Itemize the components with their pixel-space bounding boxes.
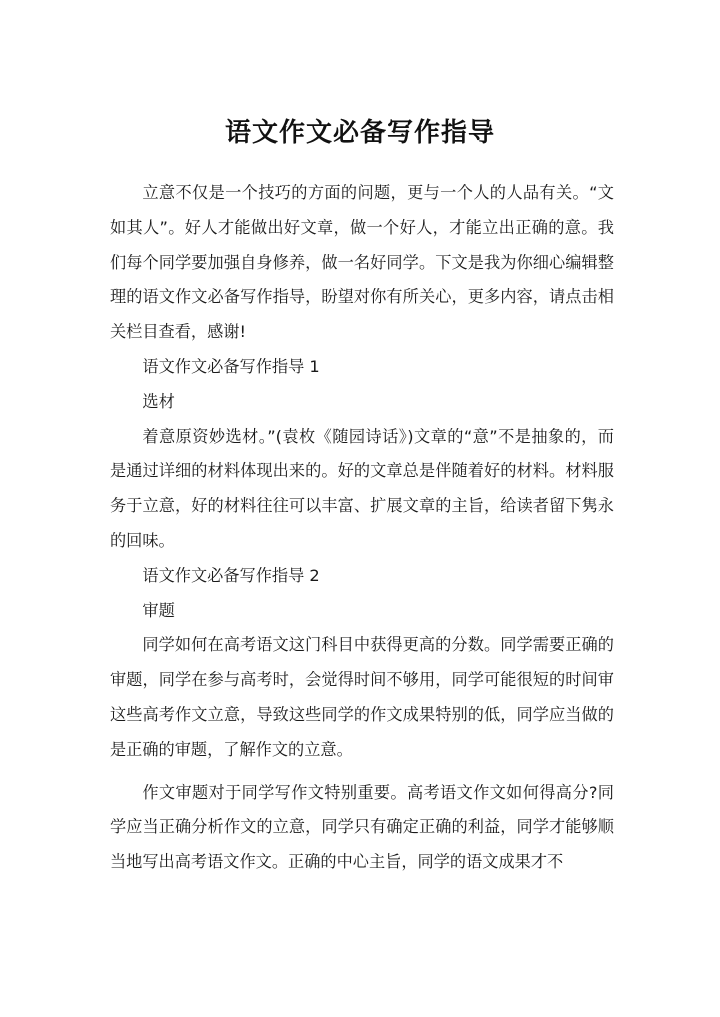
material-selection-paragraph: 着意原资妙选材。”(袁枚《随园诗话》)文章的“意”不是抽象的，而是通过详细的材料体现出来的。好的文章总是伴随着好的材料。材料服务于立意，好的材料往往可以丰富、扩展文章的主旨，给读者留下隽永的回味。 [110,426,614,550]
document-title: 语文作文必备写作指导 [224,118,495,148]
intro-paragraph: 立意不仅是一个技巧的方面的问题，更与一个人的人品有关。“文如其人”。好人才能做出好文章，做一个好人，才能立出正确的意。我们每个同学要加强自身修养，做一名好同学。下文是我为你细心编辑整理的语文作文必备写作指导，盼望对你有所关心，更多内容，请点击相关栏目查看，感谢! [110,183,614,342]
document-body [110,176,614,880]
section-heading-2: 语文作文必备写作指导 2 [142,565,320,585]
topic-review-paragraph-2: 作文审题对于同学写作文特别重要。高考语文作文如何得高分?同学应当正确分析作文的立意，同学只有确定正确的利益，同学才能够顺当地写出高考语文作文。正确的中心主旨，同学的语文成果才不 [110,782,614,872]
subheading-topic-review: 审题 [142,600,175,620]
section-heading-1: 语文作文必备写作指导 1 [142,356,320,376]
topic-review-paragraph-1: 同学如何在高考语文这门科目中获得更高的分数。同学需要正确的审题，同学在参与高考时，会觉得时间不够用，同学可能很短的时间审这些高考作文立意，导致这些同学的作文成果特别的低，同学应当做的是正确的审题，了解作文的立意。 [110,635,614,759]
subheading-material-selection: 选材 [142,391,175,411]
